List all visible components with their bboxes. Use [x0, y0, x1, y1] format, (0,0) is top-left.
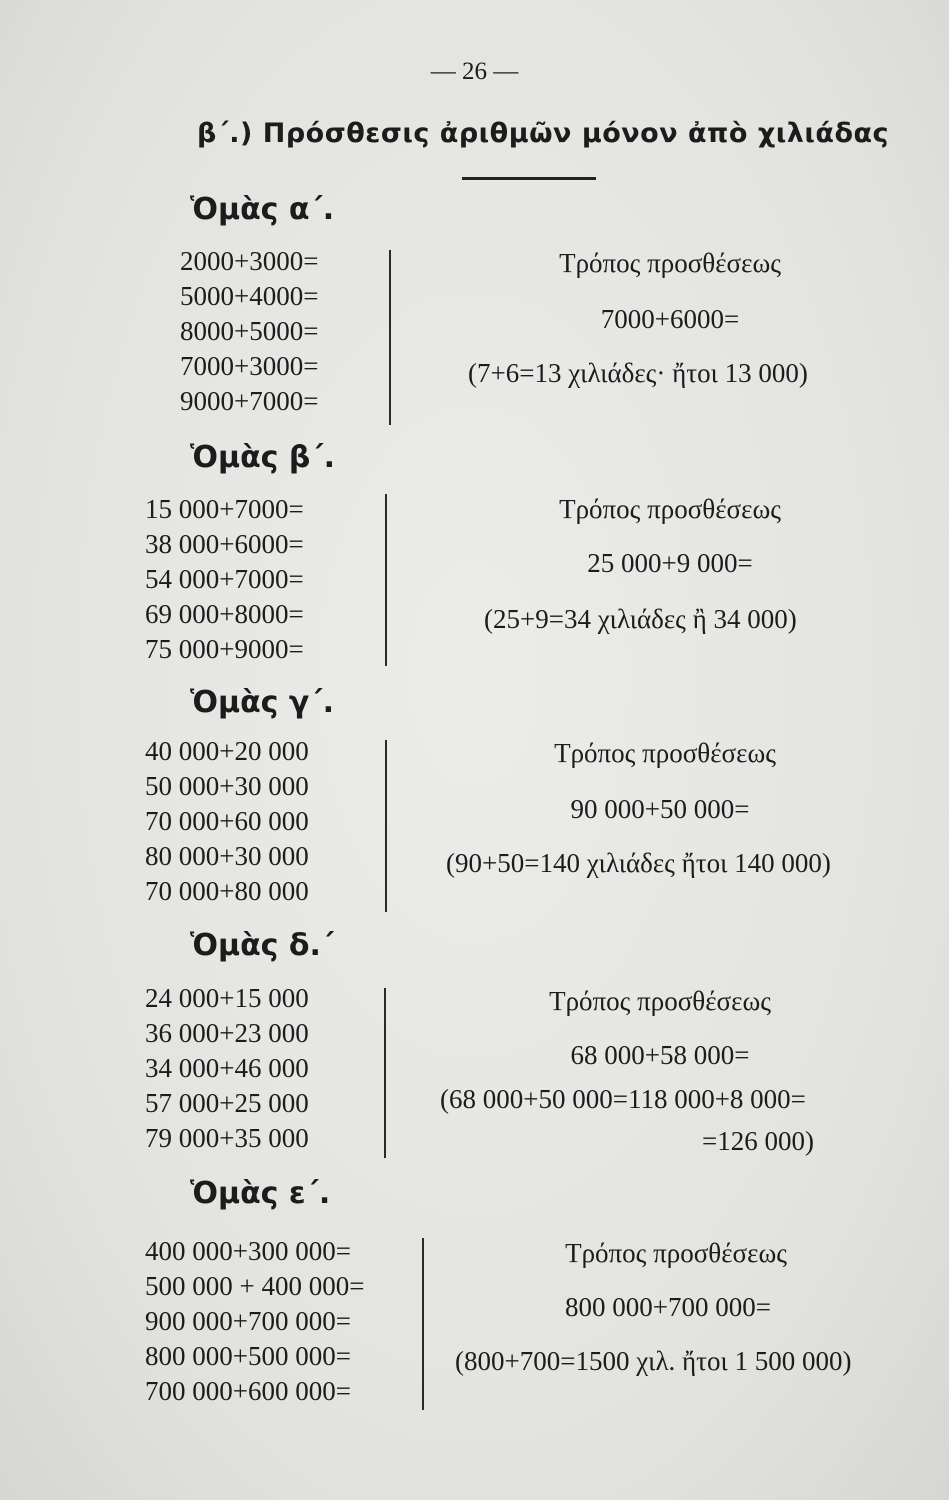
column-divider: [385, 740, 387, 912]
method-explanation-d: (68 000+50 000=118 000+8 000=: [440, 1084, 806, 1114]
method-label-b: Τρόπος προσθέσεως: [559, 494, 781, 524]
exercise: 54 000+7000=: [145, 564, 304, 594]
section-heading: β΄.) Πρόσθεσις ἀριθμῶν μόνον ἀπὸ χιλιάδας: [197, 118, 890, 149]
exercise-list-b: [145, 492, 304, 667]
exercise: 900 000+700 000=: [145, 1306, 351, 1336]
column-divider: [389, 250, 391, 425]
method-example-a: 7000+6000=: [600, 304, 740, 334]
exercise: 79 000+35 000: [145, 1123, 309, 1153]
exercise: 800 000+500 000=: [145, 1341, 351, 1371]
exercise: 15 000+7000=: [145, 494, 304, 524]
exercise: 700 000+600 000=: [145, 1376, 351, 1406]
heading-rule: [462, 177, 596, 180]
page-number: — 26 —: [430, 58, 519, 85]
group-title-d: Ὁμὰς δ.΄: [190, 928, 335, 963]
method-example-c: 90 000+50 000=: [570, 794, 750, 824]
exercise-list-a: [180, 244, 318, 419]
method-example-d: 68 000+58 000=: [570, 1040, 750, 1070]
column-divider: [422, 1238, 424, 1410]
exercise: 69 000+8000=: [145, 599, 304, 629]
group-title-a: Ὁμὰς α΄.: [190, 192, 335, 227]
exercise: 5000+4000=: [180, 281, 319, 311]
exercise: 70 000+80 000: [145, 876, 309, 906]
column-divider: [385, 494, 387, 666]
exercise: 70 000+60 000: [145, 806, 309, 836]
group-title-c: Ὁμὰς γ΄.: [190, 685, 334, 720]
method-explanation-a: (7+6=13 χιλιάδες· ἤτοι 13 000): [468, 358, 808, 388]
method-label-e: Τρόπος προσθέσεως: [565, 1238, 787, 1268]
exercise: 80 000+30 000: [145, 841, 309, 871]
exercise: 57 000+25 000: [145, 1088, 309, 1118]
exercise: 34 000+46 000: [145, 1053, 309, 1083]
column-divider: [384, 988, 386, 1158]
exercise: 38 000+6000=: [145, 529, 304, 559]
method-label-d: Τρόπος προσθέσεως: [549, 986, 771, 1016]
method-explanation-d-cont: =126 000): [702, 1126, 814, 1156]
exercise-list-c: [145, 734, 309, 909]
exercise: 24 000+15 000: [145, 983, 309, 1013]
exercise: 75 000+9000=: [145, 634, 304, 664]
exercise-list-e: [145, 1234, 364, 1409]
method-example-e: 800 000+700 000=: [565, 1292, 771, 1322]
exercise: 50 000+30 000: [145, 771, 309, 801]
exercise: 40 000+20 000: [145, 736, 309, 766]
exercise: 2000+3000=: [180, 246, 319, 276]
method-explanation-b: (25+9=34 χιλιάδες ἢ 34 000): [484, 604, 797, 634]
method-explanation-c: (90+50=140 χιλιάδες ἤτοι 140 000): [446, 848, 831, 878]
exercise: 400 000+300 000=: [145, 1236, 351, 1266]
method-label-c: Τρόπος προσθέσεως: [554, 738, 776, 768]
exercise-list-d: [145, 981, 309, 1156]
method-label-a: Τρόπος προσθέσεως: [559, 248, 781, 278]
exercise: 500 000 + 400 000=: [145, 1271, 365, 1301]
method-example-b: 25 000+9 000=: [587, 548, 753, 578]
method-explanation-e: (800+700=1500 χιλ. ἤτοι 1 500 000): [455, 1346, 852, 1376]
exercise: 36 000+23 000: [145, 1018, 309, 1048]
exercise: 7000+3000=: [180, 351, 319, 381]
group-title-e: Ὁμὰς ε΄.: [190, 1176, 331, 1211]
exercise: 9000+7000=: [180, 386, 319, 416]
group-title-b: Ὁμὰς β΄.: [190, 440, 336, 475]
exercise: 8000+5000=: [180, 316, 319, 346]
